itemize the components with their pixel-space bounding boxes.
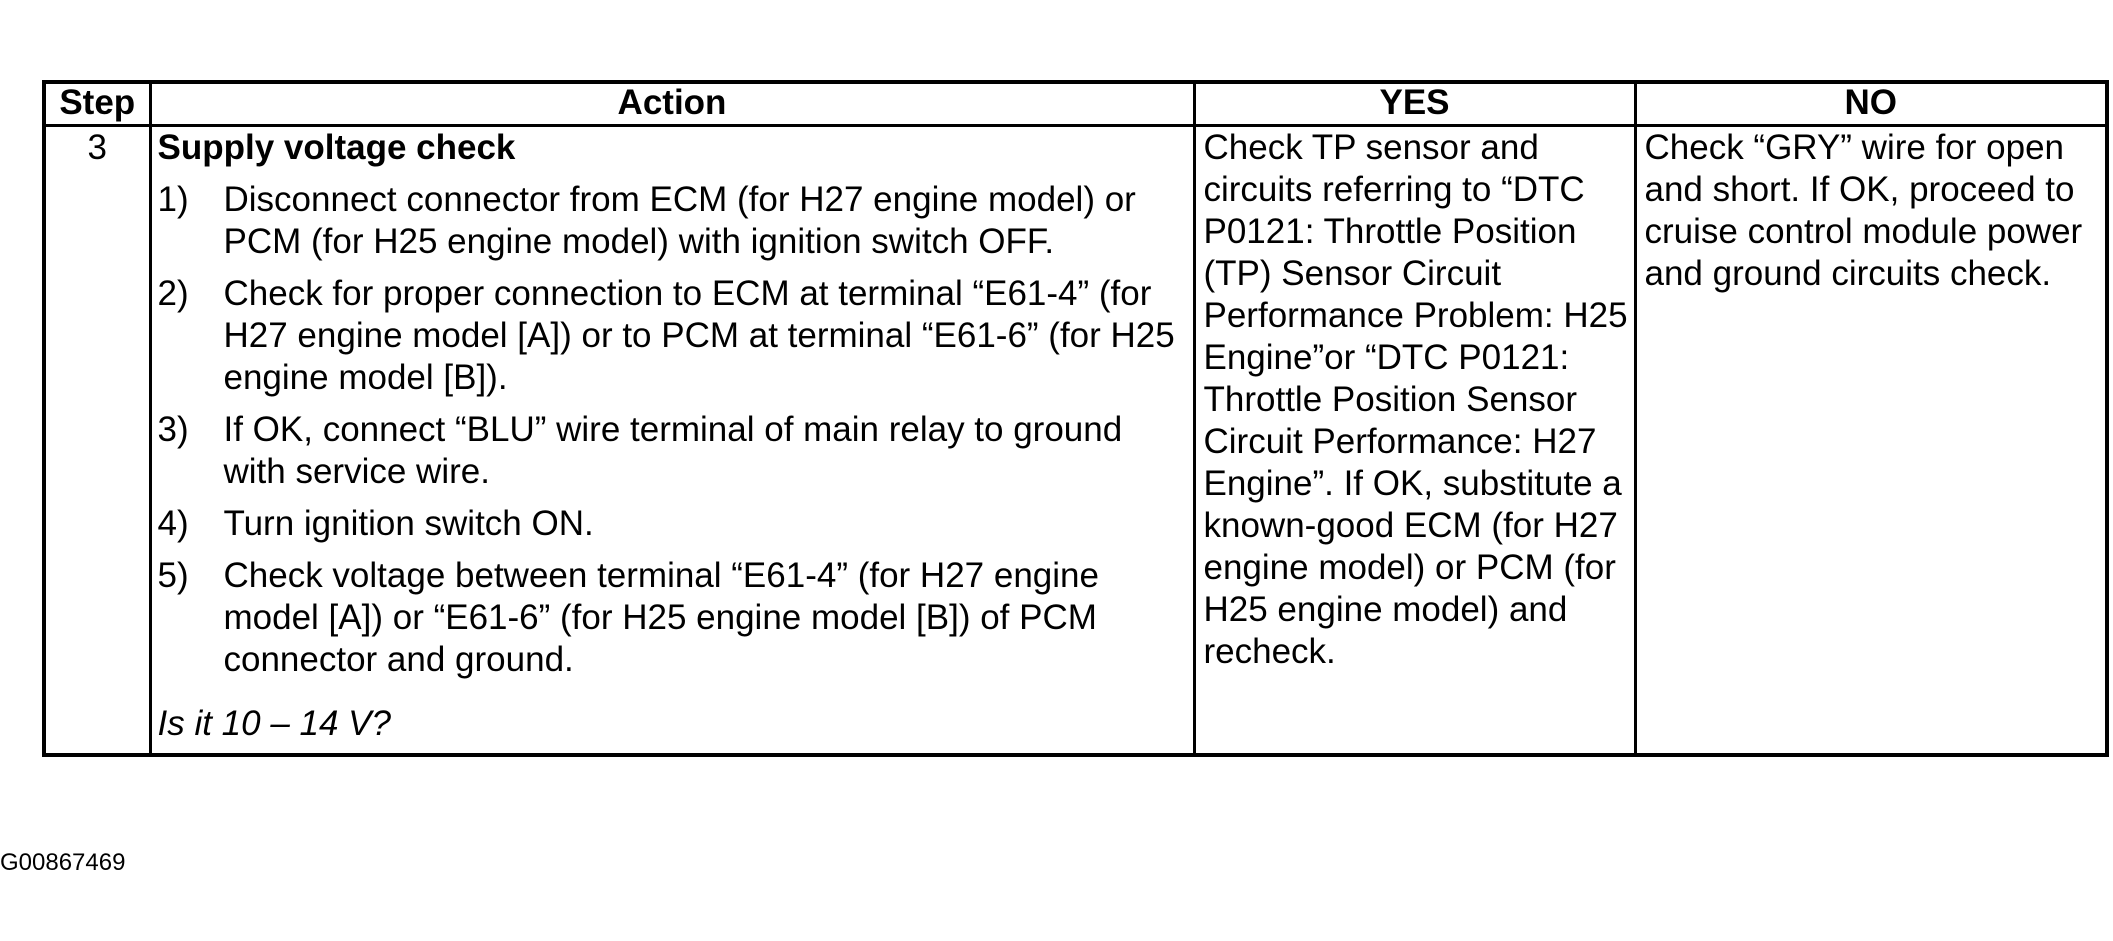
action-steps-list: [158, 179, 1187, 681]
action-step-number: 5): [157, 556, 189, 595]
diagnostic-table: [42, 80, 2109, 757]
yes-result: Check TP sensor and circuits referring to “DTC P0121: Throttle Position (TP) Sensor Circuit Performance Problem: H25 Engine”or “DTC P0121: Throttle Position Sensor Circuit Performance: H27 Engine”. If OK, substitute a known-good ECM (for H27 engine model) or PCM (for H25 engine model) and recheck.: [1194, 126, 1635, 756]
figure-code: G00867469: [0, 849, 126, 876]
header-action: Action: [150, 82, 1194, 126]
header-step: Step: [44, 82, 150, 126]
header-no: NO: [1635, 82, 2107, 126]
check-question: Is it 10 – 14 V?: [157, 704, 391, 743]
action-step-number: 3): [157, 410, 189, 449]
action-step-number: 2): [157, 274, 189, 313]
action-cell: [150, 126, 1194, 756]
action-step: [158, 409, 1187, 493]
action-step: [158, 273, 1187, 399]
action-step: [158, 179, 1187, 263]
action-step-text: Disconnect connector from ECM (for H27 engine model) or PCM (for H25 engine model) with ignition switch OFF.: [223, 180, 1136, 261]
action-step-number: 4): [157, 504, 189, 543]
table-header-row: [44, 82, 2107, 126]
action-step-text: Check voltage between terminal “E61-4” (for H27 engine model [A]) or “E61-6” (for H25 engine model [B]) of PCM connector and ground.: [223, 556, 1099, 679]
table-row: [44, 126, 2107, 756]
action-step: [158, 555, 1187, 681]
action-step-text: Turn ignition switch ON.: [223, 504, 594, 543]
action-step: [158, 503, 1187, 545]
header-yes: YES: [1194, 82, 1635, 126]
action-step-text: Check for proper connection to ECM at terminal “E61-4” (for H27 engine model [A]) or to PCM at terminal “E61-6” (for H25 engine model [B]).: [223, 274, 1175, 397]
action-step-text: If OK, connect “BLU” wire terminal of main relay to ground with service wire.: [223, 410, 1123, 491]
action-title: Supply voltage check: [157, 128, 516, 167]
no-result: Check “GRY” wire for open and short. If OK, proceed to cruise control module power and ground circuits check.: [1635, 126, 2107, 756]
step-number: 3: [44, 126, 150, 756]
action-step-number: 1): [157, 180, 189, 219]
